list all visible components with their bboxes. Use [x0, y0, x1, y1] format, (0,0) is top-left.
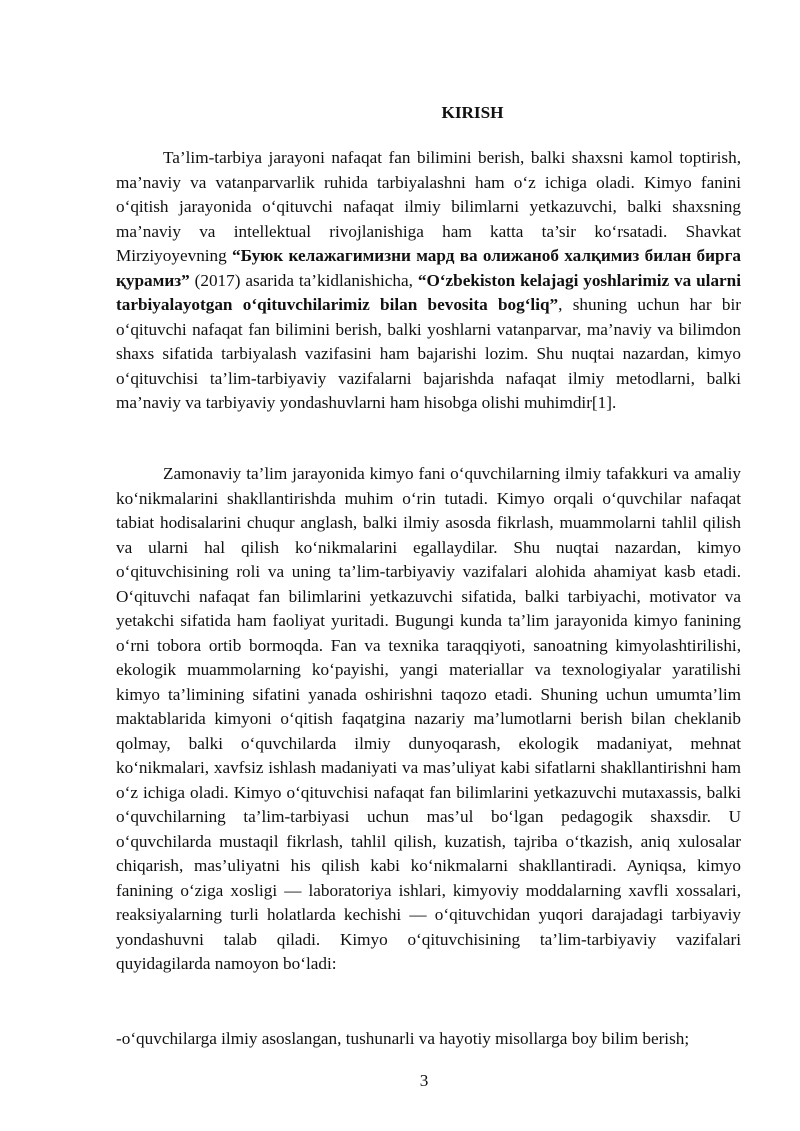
intro-text-start: Ta’lim-tarbiya jarayoni nafaqat fan bilimini berish, balki shaxsni kamol toptirish, ma’naviy va vatanparvarlik ruhida tarbiyalashni ham o‘z ichiga oladi. Kimyo fanini o‘qitish jarayonida o‘qituvchi nafaqat ilmiy bilimlarni yetkazuvchi, balki shaxsning ma’naviy va intellektual rivojlanishiga ham katta ta’sir ko‘rsatadi. Shavkat Mirziyoyevning — [116, 148, 741, 265]
body-paragraph: Zamonaviy ta’lim jarayonida kimyo fani o‘quvchilarning ilmiy tafakkuri va amaliy ko‘nikmalarini shakllantirishda muhim o‘rin tutadi. Kimyo orqali o‘quvchilar nafaqat tabiat hodisalarini chuqur anglash, balki ilmiy asosda fikrlash, muammolarni tahlil qilish va ularni hal qilish ko‘nikmalarini egallaydilar. Shu nuqtai nazardan, kimyo o‘qituvchisining roli va uning ta’lim-tarbiyaviy vazifalari alohida ahamiyat kasb etadi. O‘qituvchi nafaqat fan bilimlarini yetkazuvchi sifatida, balki tarbiyachi, motivator va yetakchi sifatida ham faoliyat yuritadi. Bugungi kunda ta’lim jarayonida kimyo fanining o‘rni tobora ortib bormoqda. Fan va texnika taraqqiyoti, sanoatning kimyolashtirilishi, ekologik muammolarning ko‘payishi, yangi materiallar va texnologiyalar yaratilishi kimyo ta’limining sifatini yanada oshirishni taqozo etadi. Shuning uchun umumta’lim maktablarida kimyoni o‘qitish faqatgina nazariy ma’lumotlarni berish bilan cheklanib qolmay, balki o‘quvchilarda ilmiy dunyoqarash, ekologik madaniyat, mehnat ko‘nikmalari, xavfsiz ishlash madaniyati va mas’uliyat kabi sifatlarni shakllantirishni ham o‘z ichiga oladi. Kimyo o‘qituvchisi nafaqat fan bilimlarini yetkazuvchi mutaxassis, balki o‘quvchilarning ta’lim-tarbiyasi uchun mas’ul bo‘lgan pedagogik shaxsdir. U o‘quvchilarda mustaqil fikrlash, tahlil qilish, kuzatish, tajriba o‘tkazish, aniq xulosalar chiqarish, mas’uliyatni his qilish kabi ko‘nikmalarni shakllantiradi. Ayniqsa, kimyo fanining o‘ziga xosligi — laboratoriya ishlari, kimyoviy moddalarning xavfli xossalari, reaksiyalarning turli holatlarda kechishi — o‘qituvchidan yuqori darajadagi tarbiyaviy yondashuvni talab qiladi. Kimyo o‘qituvchisining ta’lim-tarbiyaviy vazifalari quyidagilarda namoyon bo‘ladi: — [116, 464, 741, 973]
list-item: -o‘quvchilarga ilmiy asoslangan, tushunarli va hayotiy misollarga boy bilim berish; — [116, 1029, 690, 1048]
intro-text-end: , shuning uchun har bir o‘qituvchi nafaqat fan bilimini berish, balki yoshlarni vatanparvar, ma’naviy va bilimdon shaxs sifatida tarbiyalash vazifasini ham bajarishi lozim. Shu nuqtai nazardan, kimyo o‘qituvchisi ta’lim-tarbiyaviy vazifalarni bajarishda nafaqat ilmiy metodlarni, balki ma’naviy va tarbiyaviy yondashuvlarni ham hisobga olishi muhimdir[1]. — [116, 295, 741, 412]
intro-text-middle: (2017) asarida ta’kidlanishicha, — [189, 270, 418, 290]
bold-quote: “O‘zbekiston kelajagi yoshlarimiz va ularni tarbiyalayotgan o‘qituvchilarimiz bilan bevosita bog‘liq” — [116, 270, 742, 314]
book-title: “Буюк келажагимизни мард ва олижаноб халқимиз билан бирга қурамиз” — [116, 246, 741, 290]
intro-paragraph — [116, 146, 741, 416]
page-number: 3 — [419, 1071, 429, 1090]
section-title: KIRISH — [441, 103, 504, 122]
